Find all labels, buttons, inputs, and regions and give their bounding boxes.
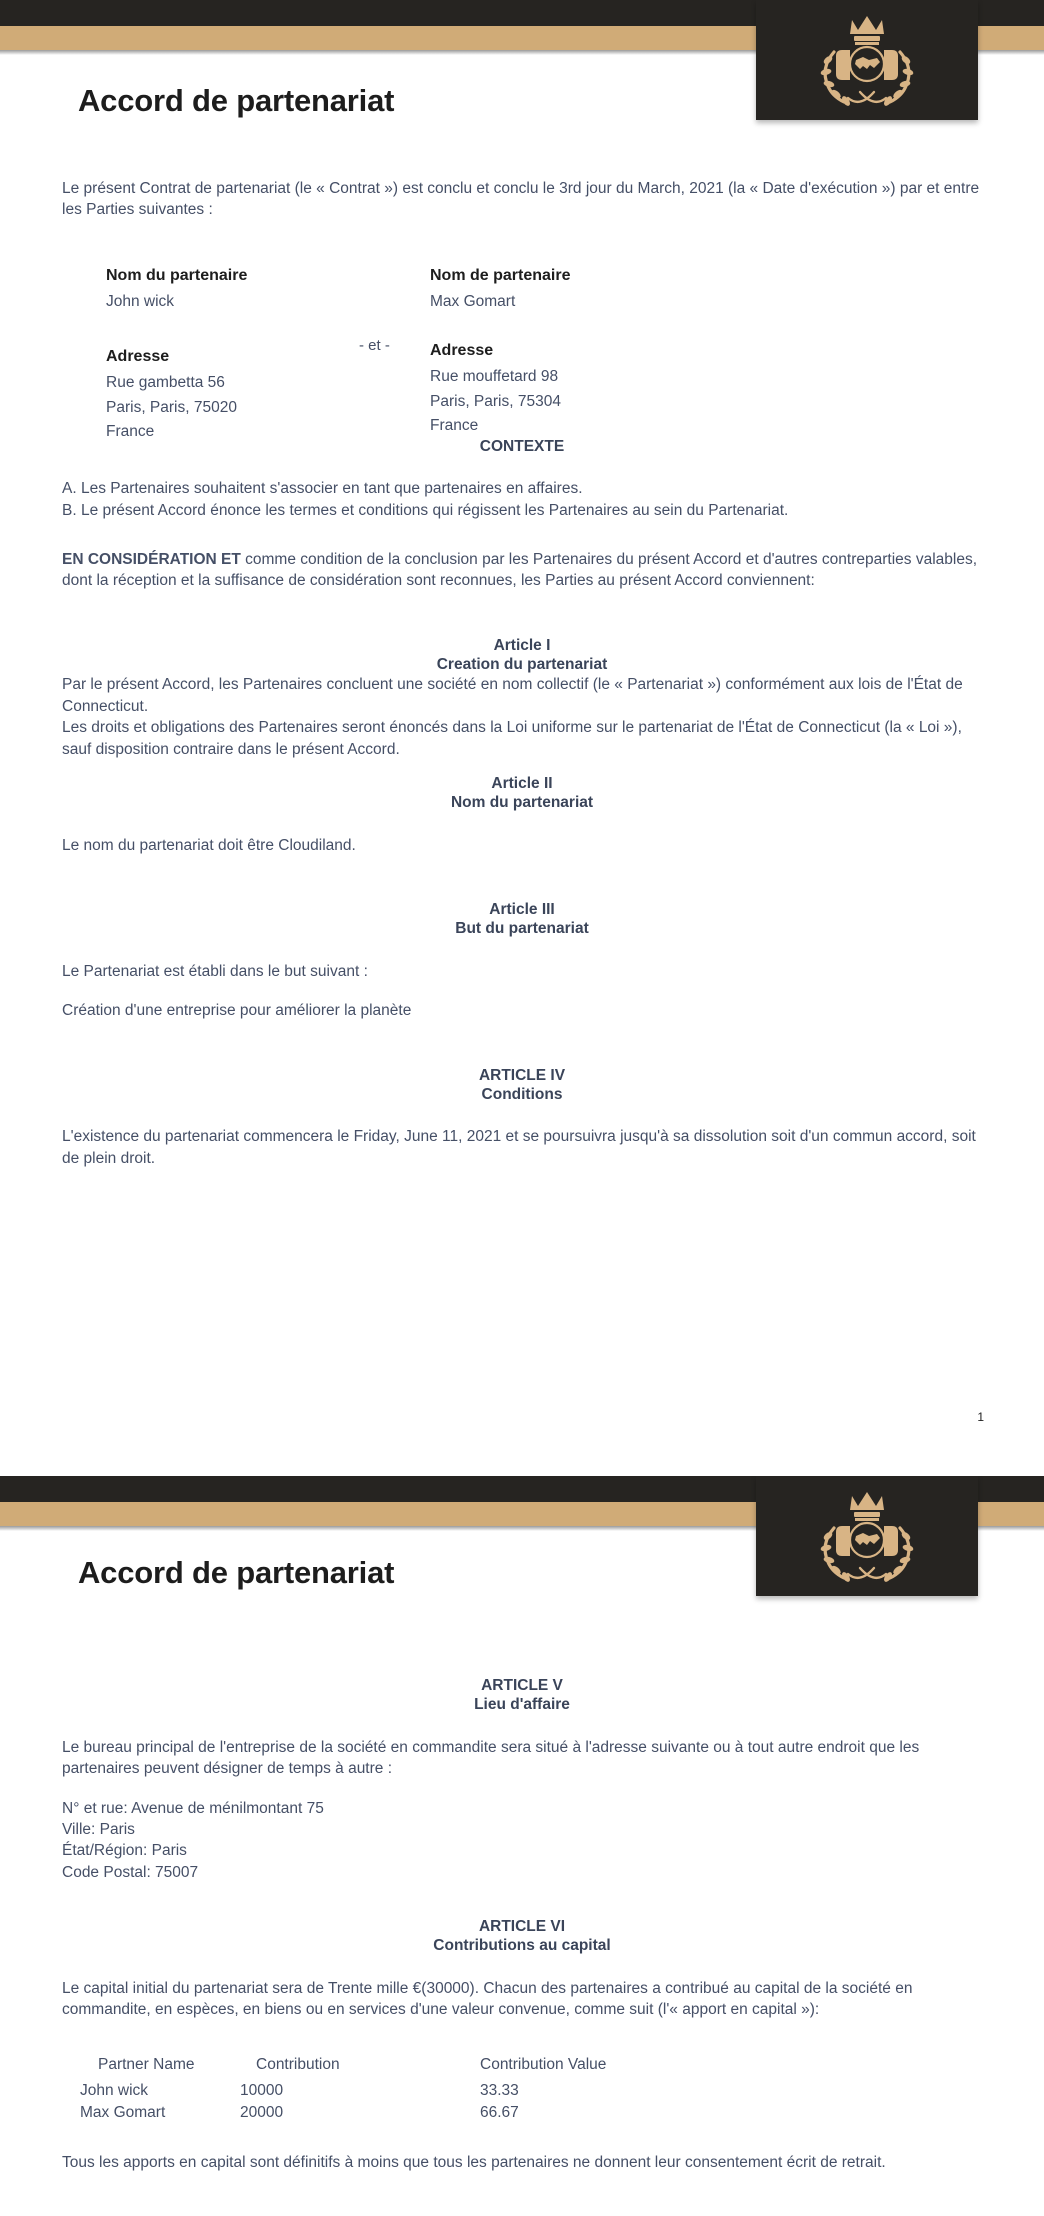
party-right-name-value: Max Gomart bbox=[430, 292, 516, 310]
consideration-rest: comme condition de la conclusion par les Partenaires du présent Accord et d'autres contreparties valables, dont la réception et la suffisance de considération sont reconnues, les Parties au présent Accord conviennent: bbox=[62, 550, 978, 590]
table-header-row bbox=[80, 2055, 660, 2080]
article-2-title: Nom du partenariat bbox=[450, 794, 594, 812]
party-left-address-line3: France bbox=[106, 423, 155, 441]
cell-contribution: 20000 bbox=[240, 2103, 284, 2121]
cell-contribution-value: 66.67 bbox=[480, 2103, 519, 2121]
article-5-number: ARTICLE V bbox=[481, 1677, 563, 1694]
consideration-paragraph bbox=[62, 549, 982, 592]
page-1-content bbox=[0, 178, 1044, 1169]
cell-partner-name: John wick bbox=[80, 2081, 149, 2099]
article-6-number: ARTICLE VI bbox=[478, 1918, 566, 1935]
article-6-para-1: Le capital initial du partenariat sera de Trente mille €(30000). Chacun des partenaires a contribué au capital de la société en commandite, en espèces, en biens ou en services d'une valeur convenue, comme suit (l'« apport en capital »): bbox=[62, 1979, 913, 2019]
article-5-title: Lieu d'affaire bbox=[474, 1696, 570, 1714]
parties-block bbox=[62, 265, 982, 441]
party-left-name-value: John wick bbox=[106, 292, 175, 310]
cell-partner-name: Max Gomart bbox=[80, 2103, 166, 2121]
intro-paragraph: Le présent Contrat de partenariat (le « Contrat ») est conclu et conclu le 3rd jour du March, 2021 (la « Date d'exécution ») par et entre les Parties suivantes : bbox=[62, 180, 980, 219]
party-left-address-line2: Paris, Paris, 75020 bbox=[106, 398, 237, 416]
table-row bbox=[80, 2080, 660, 2102]
party-left-address-label: Adresse bbox=[106, 347, 170, 365]
table-row bbox=[80, 2102, 660, 2124]
article-1-para-2: Les droits et obligations des Partenaires seront énoncés dans la Loi uniforme sur le partenariat de l'État de Connecticut (la « Loi »), sauf disposition contraire dans le présent Accord. bbox=[62, 719, 962, 758]
article-1-number: Article I bbox=[493, 636, 551, 654]
article-3-para-2: Création d'une entreprise pour améliorer la planète bbox=[62, 1002, 412, 1020]
article-6-para-2: Tous les apports en capital sont définitifs à moins que tous les partenaires ne donnent leur consentement écrit de retrait. bbox=[62, 2153, 886, 2171]
contexte-item-a: A. Les Partenaires souhaitent s'associer en tant que partenaires en affaires. bbox=[62, 480, 583, 498]
contexte-heading: CONTEXTE bbox=[479, 437, 565, 455]
contexte-item-b: B. Le présent Accord énonce les termes et conditions qui régissent les Partenaires au sein du Partenariat. bbox=[62, 501, 789, 519]
article-3-number: Article III bbox=[489, 901, 555, 918]
table-header-contribution: Contribution bbox=[256, 2055, 340, 2073]
article-5-address-zip: Code Postal: 75007 bbox=[62, 1863, 199, 1881]
article-4-title: Conditions bbox=[481, 1085, 563, 1103]
article-3-para-1: Le Partenariat est établi dans le but suivant : bbox=[62, 962, 368, 980]
article-5-address-state: État/Région: Paris bbox=[62, 1842, 187, 1860]
document-page-2 bbox=[0, 1476, 1044, 2216]
article-5-para-1: Le bureau principal de l'entreprise de la société en commandite sera situé à l'adresse suivante ou à tout autre endroit que les partenaires peuvent désigner de temps à autre : bbox=[62, 1738, 920, 1778]
article-1-title: Creation du partenariat bbox=[436, 656, 608, 673]
cell-contribution-value: 33.33 bbox=[480, 2081, 519, 2099]
table-header-contribution-value: Contribution Value bbox=[480, 2055, 607, 2073]
consideration-bold-lead: EN CONSIDÉRATION ET bbox=[62, 550, 241, 568]
article-4-para-1: L'existence du partenariat commencera le Friday, June 11, 2021 et se poursuivra jusqu'à sa dissolution soit d'un commun accord, soit de plein droit. bbox=[62, 1128, 976, 1167]
article-6-title: Contributions au capital bbox=[433, 1937, 611, 1955]
article-2-para-1: Le nom du partenariat doit être Cloudiland. bbox=[62, 836, 356, 854]
parties-separator: - et - bbox=[359, 336, 390, 354]
page-title: Accord de partenariat bbox=[78, 83, 395, 118]
page-2-content bbox=[0, 1676, 1044, 2173]
party-right-name-label: Nom de partenaire bbox=[430, 266, 571, 284]
party-left-name-label: Nom du partenaire bbox=[106, 266, 248, 284]
table-header-partner-name: Partner Name bbox=[98, 2055, 195, 2073]
page-number: 1 bbox=[977, 1410, 984, 1424]
article-1-para-1: Par le présent Accord, les Partenaires concluent une société en nom collectif (le « Partenariat ») conformément aux lois de l'État de Connecticut. bbox=[62, 676, 963, 715]
party-right-address-line2: Paris, Paris, 75304 bbox=[430, 392, 561, 410]
crest-handshake-crown-laurel-icon bbox=[756, 0, 978, 120]
page-2-title: Accord de partenariat bbox=[78, 1555, 395, 1590]
party-right-address-line3: France bbox=[430, 417, 479, 435]
party-right-address-line1: Rue mouffetard 98 bbox=[430, 367, 559, 385]
party-right-address-label: Adresse bbox=[430, 341, 494, 359]
cell-contribution: 10000 bbox=[240, 2081, 284, 2099]
article-3-title: But du partenariat bbox=[455, 920, 589, 938]
article-5-address-city: Ville: Paris bbox=[62, 1820, 135, 1838]
article-5-address-street: N° et rue: Avenue de ménilmontant 75 bbox=[62, 1799, 324, 1817]
party-right bbox=[430, 265, 760, 436]
party-left-address-line1: Rue gambetta 56 bbox=[106, 373, 225, 391]
crest-handshake-crown-laurel-icon bbox=[756, 1476, 978, 1596]
capital-contributions-table bbox=[80, 2055, 660, 2124]
article-2-number: Article II bbox=[491, 774, 553, 792]
article-4-number: ARTICLE IV bbox=[478, 1066, 566, 1084]
